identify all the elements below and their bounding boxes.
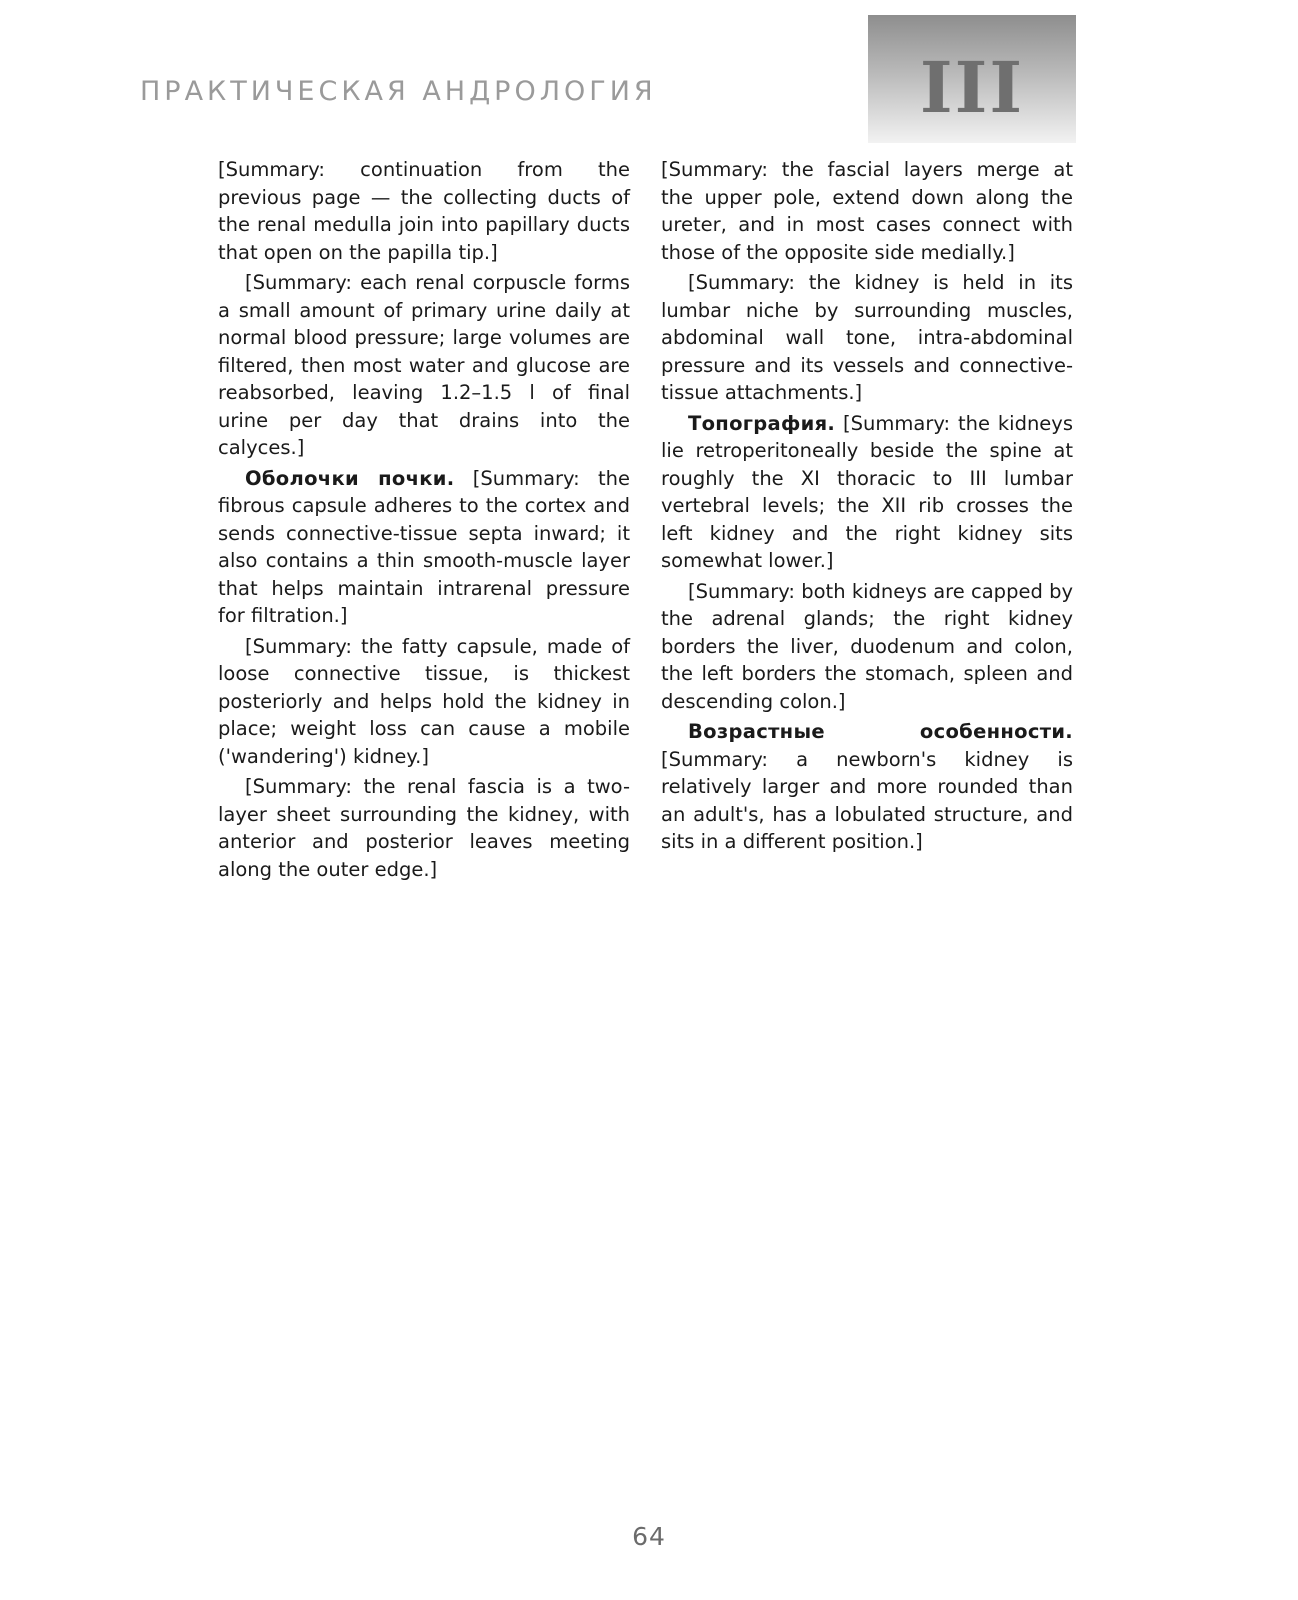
paragraph [661,410,1073,575]
paragraph [661,718,1073,856]
paragraph: [Summary: continuation from the previous page — the collecting ducts of the renal medulla join into papillary ducts that open on the papilla tip.] [218,158,630,264]
paragraph: [Summary: each renal corpuscle forms a small amount of primary urine daily at normal blood pressure; large volumes are filtered, then most water and glucose are reabsorbed, leaving 1.2–1.5 l of final urine per day that drains into the calyces.] [218,271,630,459]
paragraph: [Summary: the fatty capsule, made of loose connective tissue, is thickest posteriorly and helps hold the kidney in place; weight loss can cause a mobile ('wandering') kidney.] [218,634,630,768]
paragraph-text: [Summary: the fibrous capsule adheres to the cortex and sends connective-tissue septa inward; it also contains a thin smooth-muscle layer that helps maintain intrarenal pressure for filtration.] [218,466,630,627]
paragraph-text: [Summary: a newborn's kidney is relatively larger and more rounded than an adult's, has a lobulated structure, and sits in a different position.] [661,747,1073,853]
paragraph: [Summary: both kidneys are capped by the adrenal glands; the right kidney borders the liver, duodenum and colon, the left borders the stomach, spleen and descending colon.] [661,579,1073,713]
paragraph [218,465,630,630]
paragraph: [Summary: the renal fascia is a two-layer sheet surrounding the kidney, with anterior and posterior leaves meeting along the outer edge.] [218,775,630,881]
text-column-right [661,156,1073,856]
paragraph-text: [Summary: the kidneys lie retroperitoneally beside the spine at roughly the XI thoracic to III lumbar vertebral levels; the XII rib crosses the left kidney and the right kidney sits somewhat lower.] [661,411,1073,572]
paragraph: [Summary: the kidney is held in its lumbar niche by surrounding muscles, abdominal wall tone, intra-abdominal pressure and its vessels and connective-tissue attachments.] [661,271,1073,404]
run-in-heading: Топография. [688,411,836,435]
chapter-numeral: III [919,46,1025,129]
paragraph: [Summary: the fascial layers merge at the upper pole, extend down along the ureter, and in most cases connect with those of the opposite side medially.] [661,158,1073,264]
run-in-heading: Оболочки почки. [245,466,455,490]
page-number: 64 [632,1522,666,1551]
running-head: ПРАКТИЧЕСКАЯ АНДРОЛОГИЯ [140,76,657,107]
text-column-left [218,156,630,883]
run-in-heading: Возрастные особенности. [688,720,1073,743]
chapter-tab [868,15,1076,143]
